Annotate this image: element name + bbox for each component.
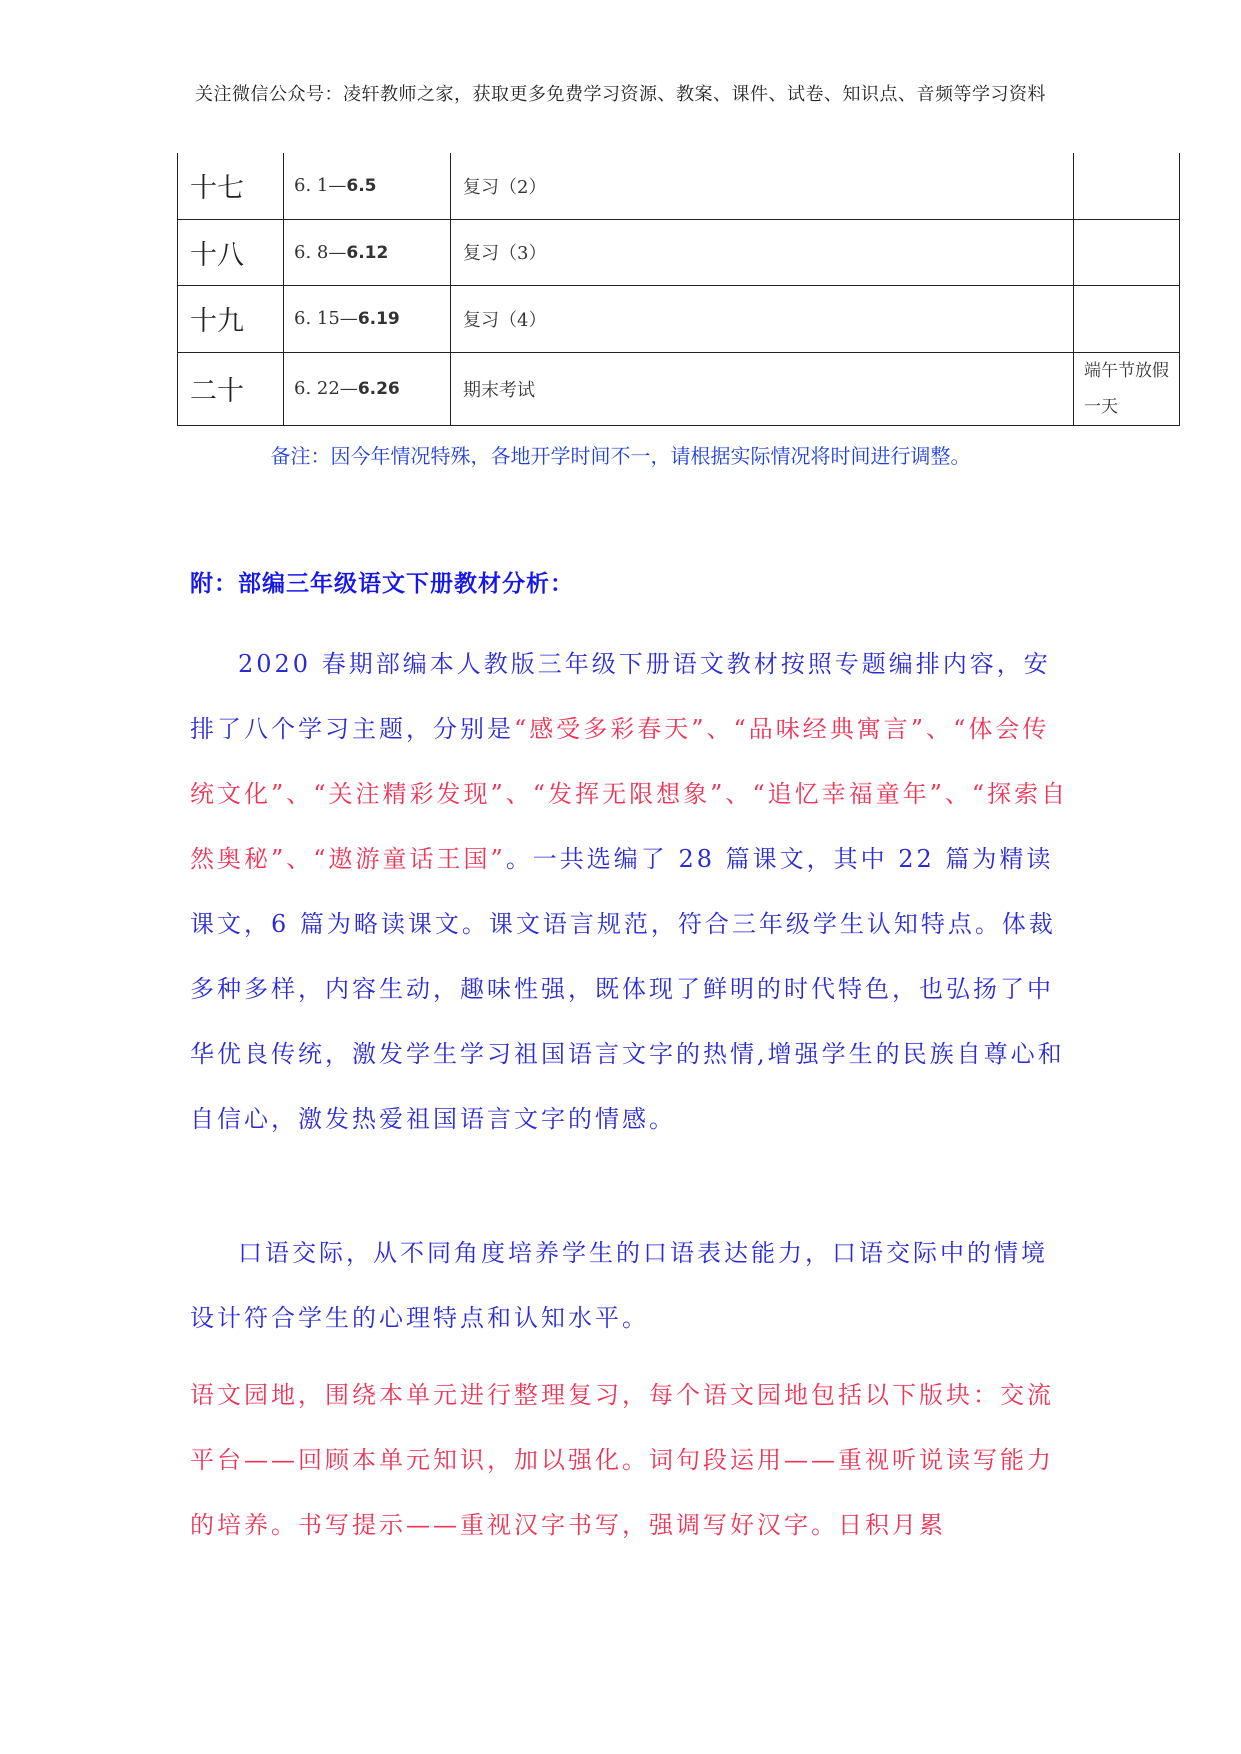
table-row bbox=[178, 153, 1180, 219]
note-cell bbox=[1074, 285, 1180, 352]
content-cell: 复习（2） bbox=[451, 153, 1074, 219]
paragraph-text: 2020 春期部编本人教版三年级下册语文教材按照专题编排内容，安排了八个学习主题，分别是 bbox=[190, 650, 1051, 743]
content-cell: 复习（4） bbox=[451, 285, 1074, 352]
theme-list: “感受多彩春天”、“品味经典寓言”、“体会传统文化”、“关注精彩发现”、“发挥无限想象”、“追忆幸福童年”、“探索自然奥秘”、“遨游童话王国” bbox=[190, 715, 1069, 873]
schedule-table bbox=[177, 153, 1180, 426]
table-row bbox=[178, 285, 1180, 352]
week-cell: 十八 bbox=[178, 219, 284, 285]
remark-note: 备注：因今年情况特殊，各地开学时间不一，请根据实际情况将时间进行调整。 bbox=[270, 444, 971, 468]
paragraph-text: 。一共选编了 28 篇课文，其中 22 篇为精读课文，6 篇为略读课文。课文语言规范，符合三年级学生认知特点。体裁多种多样，内容生动，趣味性强，既体现了鲜明的时代特色，也弘扬了中华优良传统，激发学生学习祖国语言文字的热情,增强学生的民族自尊心和自信心，激发热爱祖国语言文字的情感。 bbox=[190, 845, 1065, 1133]
date-cell: 6. 22—6.26 bbox=[284, 352, 451, 425]
week-cell: 二十 bbox=[178, 352, 284, 425]
note-cell bbox=[1074, 153, 1180, 219]
table-row bbox=[178, 219, 1180, 285]
oral-communication-paragraph: 口语交际，从不同角度培养学生的口语表达能力，口语交际中的情境设计符合学生的心理特点和认知水平。 bbox=[190, 1239, 1048, 1332]
appendix-title: 附：部编三年级语文下册教材分析： bbox=[190, 571, 574, 597]
week-cell: 十七 bbox=[178, 153, 284, 219]
week-cell: 十九 bbox=[178, 285, 284, 352]
note-cell: 端午节放假一天 bbox=[1074, 352, 1180, 425]
table-row bbox=[178, 352, 1180, 425]
page-header: 关注微信公众号：凌轩教师之家，获取更多免费学习资源、教案、课件、试卷、知识点、音频等学习资料 bbox=[195, 84, 1046, 105]
note-cell bbox=[1074, 219, 1180, 285]
date-cell: 6. 1—6.5 bbox=[284, 153, 451, 219]
textbook-analysis-paragraph bbox=[190, 632, 1070, 1152]
content-cell: 复习（3） bbox=[451, 219, 1074, 285]
chinese-garden-paragraph: 语文园地，围绕本单元进行整理复习，每个语文园地包括以下版块：交流平台——回顾本单元知识，加以强化。词句段运用——重视听说读写能力的培养。书写提示——重视汉字书写，强调写好汉字。日积月累 bbox=[190, 1381, 1054, 1539]
date-cell: 6. 15—6.19 bbox=[284, 285, 451, 352]
date-cell: 6. 8—6.12 bbox=[284, 219, 451, 285]
content-cell: 期末考试 bbox=[451, 352, 1074, 425]
